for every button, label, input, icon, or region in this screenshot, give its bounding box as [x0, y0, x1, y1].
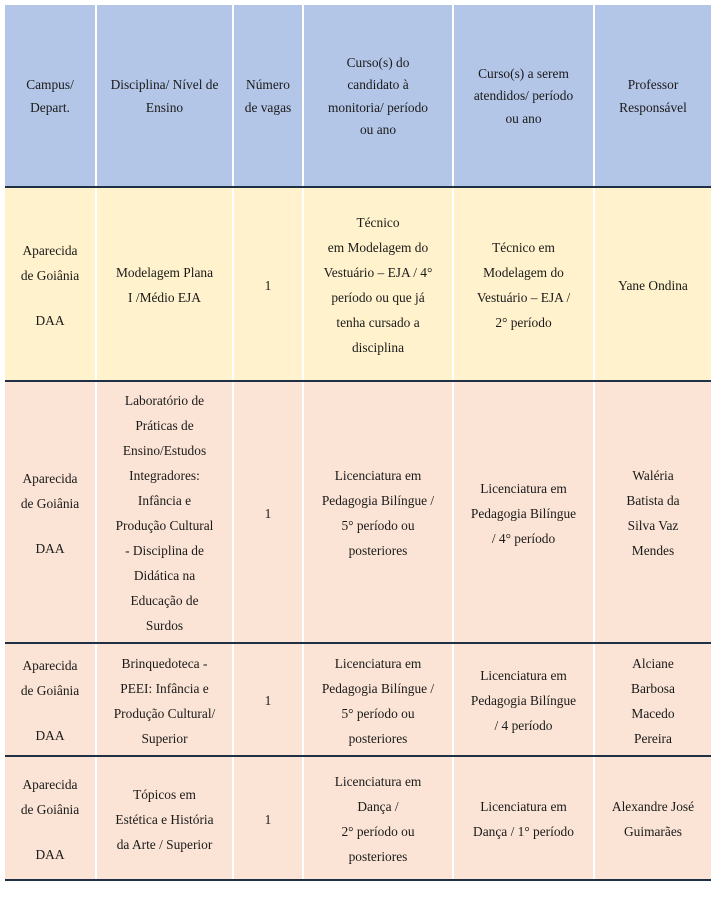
- cell-curso-atendidos: Licenciatura em Pedagogia Bilíngue / 4 período: [454, 644, 595, 757]
- cell-curso-atendidos: Licenciatura em Pedagogia Bilíngue / 4° período: [454, 382, 595, 644]
- cell-professor: Waléria Batista da Silva Vaz Mendes: [595, 382, 711, 644]
- cell-curso-candidato: Técnico em Modelagem do Vestuário – EJA / 4° período ou que já tenha cursado a disciplina: [304, 188, 454, 382]
- header-campus: Campus/ Depart.: [5, 5, 97, 188]
- cell-professor: Alciane Barbosa Macedo Pereira: [595, 644, 711, 757]
- header-vagas: Número de vagas: [234, 5, 304, 188]
- cell-disciplina: Laboratório de Práticas de Ensino/Estudos Integradores: Infância e Produção Cultural - Disciplina de Didática na Educação de Surdos: [97, 382, 234, 644]
- cell-curso-candidato: Licenciatura em Pedagogia Bilíngue / 5° período ou posteriores: [304, 382, 454, 644]
- cell-campus: Aparecida de Goiânia DAA: [5, 188, 97, 382]
- cell-professor: Yane Ondina: [595, 188, 711, 382]
- cell-professor: Alexandre José Guimarães: [595, 757, 711, 881]
- table-row: [5, 757, 711, 881]
- cell-vagas: 1: [234, 382, 304, 644]
- header-curso-candidato: Curso(s) do candidato à monitoria/ período ou ano: [304, 5, 454, 188]
- cell-campus: Aparecida de Goiânia DAA: [5, 382, 97, 644]
- cell-disciplina: Brinquedoteca - PEEI: Infância e Produção Cultural/ Superior: [97, 644, 234, 757]
- cell-curso-atendidos: Licenciatura em Dança / 1° período: [454, 757, 595, 881]
- header-disciplina: Disciplina/ Nível de Ensino: [97, 5, 234, 188]
- cell-disciplina: Tópicos em Estética e História da Arte / Superior: [97, 757, 234, 881]
- table-row: [5, 188, 711, 382]
- cell-vagas: 1: [234, 644, 304, 757]
- table-header-row: [5, 5, 711, 188]
- cell-vagas: 1: [234, 188, 304, 382]
- vacancy-table: [5, 5, 711, 881]
- cell-curso-atendidos: Técnico em Modelagem do Vestuário – EJA / 2° período: [454, 188, 595, 382]
- header-curso-atendidos: Curso(s) a serem atendidos/ período ou ano: [454, 5, 595, 188]
- cell-campus: Aparecida de Goiânia DAA: [5, 644, 97, 757]
- cell-curso-candidato: Licenciatura em Dança / 2° período ou posteriores: [304, 757, 454, 881]
- cell-curso-candidato: Licenciatura em Pedagogia Bilíngue / 5° período ou posteriores: [304, 644, 454, 757]
- header-professor: Professor Responsável: [595, 5, 711, 188]
- cell-disciplina: Modelagem Plana I /Médio EJA: [97, 188, 234, 382]
- cell-vagas: 1: [234, 757, 304, 881]
- table-row: [5, 382, 711, 644]
- cell-campus: Aparecida de Goiânia DAA: [5, 757, 97, 881]
- table-row: [5, 644, 711, 757]
